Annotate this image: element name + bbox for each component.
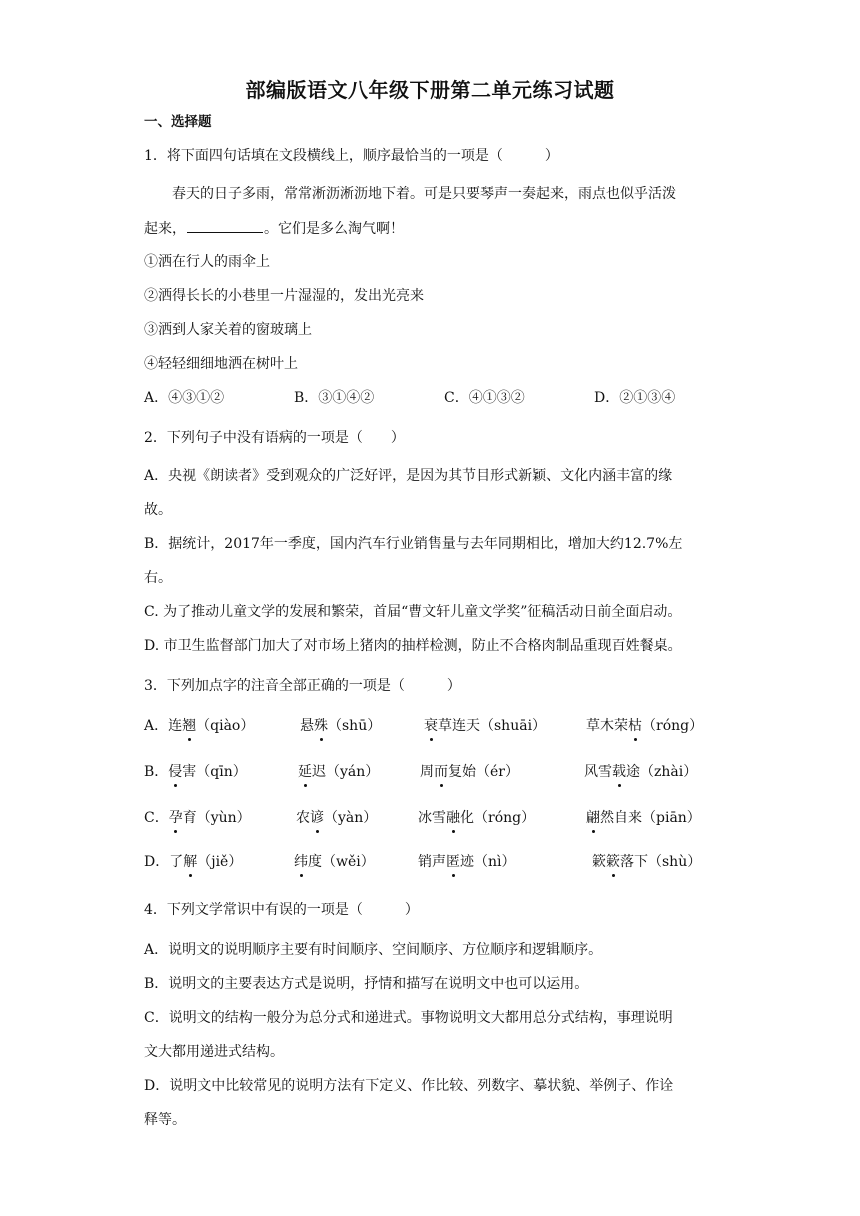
dotted-char: 延 xyxy=(298,764,312,780)
question-2-option-b-cont: 右。 xyxy=(144,570,172,586)
question-1-passage-line-2 xyxy=(144,218,724,239)
dotted-char: 而 xyxy=(434,764,448,780)
dotted-char: 融 xyxy=(446,810,460,826)
passage-text: 起来， xyxy=(144,221,186,237)
item-text: 迹（nì） xyxy=(460,854,516,870)
question-1-option-a[interactable]: A．④③①② xyxy=(144,390,225,406)
question-3-option-c-item xyxy=(296,808,377,828)
item-text: 销声 xyxy=(418,854,446,870)
item-text: （jiě） xyxy=(197,854,243,870)
item-text: 风雪 xyxy=(584,764,612,780)
dotted-char: 翩 xyxy=(586,810,600,826)
item-text: D．了 xyxy=(144,854,184,870)
dotted-char: 衰 xyxy=(424,718,438,734)
question-2-option-a-cont: 故。 xyxy=(144,502,172,518)
question-3-option-d-item[interactable] xyxy=(144,852,242,872)
item-text: 途（zhài） xyxy=(626,764,698,780)
item-text: B． xyxy=(144,764,169,780)
item-text: 草连天（shuāi） xyxy=(438,718,547,734)
question-4-option-c[interactable]: C．说明文的结构一般分为总分式和递进式。事物说明文大都用总分式结构，事理说明 xyxy=(144,1010,673,1026)
item-text: 化（róng） xyxy=(460,810,536,826)
question-4-option-d-cont: 释等。 xyxy=(144,1112,186,1128)
item-text: A．连 xyxy=(144,718,183,734)
item-text: 育（yùn） xyxy=(182,810,251,826)
question-1-option-d[interactable]: D．②①③④ xyxy=(594,390,676,406)
dotted-char: 簌 xyxy=(606,854,620,870)
question-3-option-a-item xyxy=(586,716,703,736)
dotted-char: 翘 xyxy=(182,718,197,734)
question-2-option-d[interactable]: D. 市卫生监督部门加大了对市场上猪肉的抽样检测，防止不合格肉制品重现百姓餐桌。 xyxy=(144,638,682,654)
question-1-option-b[interactable]: B．③①④② xyxy=(294,390,375,406)
dotted-char: 侵 xyxy=(168,764,183,780)
item-text: （shū） xyxy=(328,718,382,734)
dotted-char: 解 xyxy=(183,854,198,870)
item-text: 害（qīn） xyxy=(182,764,247,780)
question-2-stem: 2．下列句子中没有语病的一项是（ ） xyxy=(144,430,405,446)
question-4-option-c-cont: 文大都用递进式结构。 xyxy=(144,1044,284,1060)
item-text: C． xyxy=(144,810,169,826)
question-3-option-d-item xyxy=(592,852,701,872)
item-text: （qiào） xyxy=(196,718,255,734)
item-text: 簌 xyxy=(592,854,606,870)
item-text: （róng） xyxy=(642,718,704,734)
question-1-item: ③洒到人家关着的窗玻璃上 xyxy=(144,322,312,338)
dotted-char: 孕 xyxy=(168,810,183,826)
dotted-char: 殊 xyxy=(314,718,328,734)
question-1-option-c[interactable]: C．④①③② xyxy=(444,390,525,406)
item-text: 冰雪 xyxy=(418,810,446,826)
question-4-option-a[interactable]: A．说明文的说明顺序主要有时间顺序、空间顺序、方位顺序和逻辑顺序。 xyxy=(144,942,603,958)
question-3-stem: 3．下列加点字的注音全部正确的一项是（ ） xyxy=(144,678,461,694)
question-3-option-b-item xyxy=(298,762,379,782)
question-3-option-b-item xyxy=(584,762,697,782)
question-1-stem: 1．将下面四句话填在文段横线上，顺序最恰当的一项是（ ） xyxy=(144,148,559,164)
item-text: 然自来（piān） xyxy=(600,810,701,826)
page-title: 部编版语文八年级下册第二单元练习试题 xyxy=(245,78,615,102)
question-4-stem: 4．下列文学常识中有误的一项是（ ） xyxy=(144,902,419,918)
question-1-passage-line-1: 春天的日子多雨，常常淅沥淅沥地下着。可是只要琴声一奏起来，雨点也似乎活泼 xyxy=(172,186,676,202)
dotted-char: 匿 xyxy=(446,854,460,870)
question-3-option-c-item xyxy=(418,808,535,828)
question-3-option-c-item xyxy=(586,808,701,828)
question-3-option-b-item[interactable] xyxy=(144,762,247,782)
question-3-option-a-item xyxy=(300,716,381,736)
item-text: 度（wěi） xyxy=(308,854,375,870)
item-text: 悬 xyxy=(300,718,314,734)
question-1-item: ①洒在行人的雨伞上 xyxy=(144,254,270,270)
question-3-option-d-item xyxy=(294,852,375,872)
question-4-option-b[interactable]: B．说明文的主要表达方式是说明，抒情和描写在说明文中也可以运用。 xyxy=(144,976,589,992)
dotted-char: 纬 xyxy=(294,854,308,870)
question-3-option-d-item xyxy=(418,852,516,872)
passage-text: 。它们是多么淘气啊！ xyxy=(264,221,404,237)
item-text: 落下（shù） xyxy=(620,854,702,870)
question-2-option-c[interactable]: C. 为了推动儿童文学的发展和繁荣，首届“曹文轩儿童文学奖”征稿活动日前全面启动。 xyxy=(144,604,682,620)
question-1-item: ②洒得长长的小巷里一片湿湿的，发出光亮来 xyxy=(144,288,424,304)
item-text: 复始（ér） xyxy=(448,764,519,780)
item-text: （yàn） xyxy=(324,810,378,826)
item-text: 周 xyxy=(420,764,434,780)
question-3-option-b-item xyxy=(420,762,519,782)
question-3-option-a-item xyxy=(424,716,546,736)
question-2-option-b[interactable]: B．据统计，2017年一季度，国内汽车行业销售量与去年同期相比，增加大约12.7%左 xyxy=(144,536,683,552)
question-3-option-a-item[interactable] xyxy=(144,716,254,736)
dotted-char: 谚 xyxy=(310,810,324,826)
dotted-char: 载 xyxy=(612,764,626,780)
item-text: 草木荣 xyxy=(586,718,628,734)
question-1-item: ④轻轻细细地洒在树叶上 xyxy=(144,356,298,372)
question-2-option-a[interactable]: A．央视《朗读者》受到观众的广泛好评，是因为其节目形式新颖、文化内涵丰富的缘 xyxy=(144,468,673,484)
question-3-option-c-item[interactable] xyxy=(144,808,251,828)
question-4-option-d[interactable]: D．说明文中比较常见的说明方法有下定义、作比较、列数字、摹状貌、举例子、作诠 xyxy=(144,1078,674,1094)
item-text: 农 xyxy=(296,810,310,826)
dotted-char: 枯 xyxy=(628,718,642,734)
section-heading: 一、选择题 xyxy=(144,114,212,130)
fill-in-blank xyxy=(187,218,263,233)
item-text: 迟（yán） xyxy=(312,764,380,780)
